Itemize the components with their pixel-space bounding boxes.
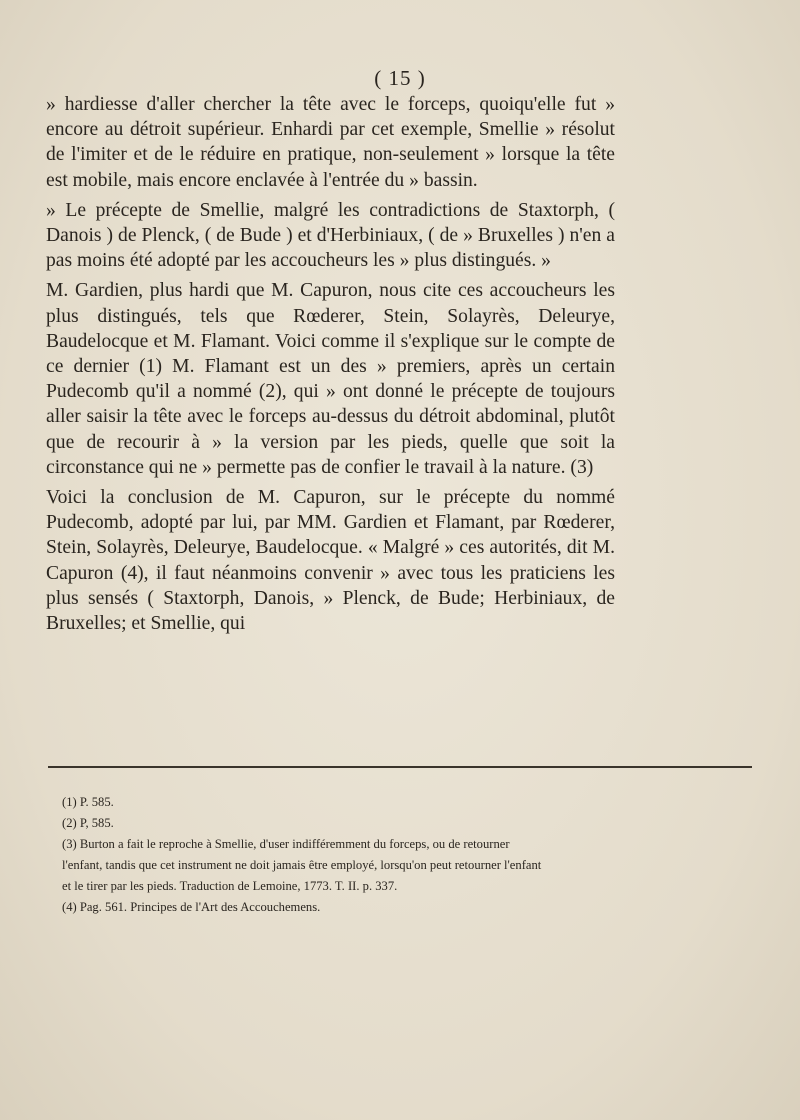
paragraph-3: M. Gardien, plus hardi que M. Capuron, nous cite ces accoucheurs les plus distingués, tels que Rœderer, Stein, Solayrès, Deleurye, Baudelocque et M. Flamant. Voici comme il s'explique sur le compte de ce dernier (1) M. Flamant est un des » premiers, après un certain Pudecomb qu'il a nommé (2), qui » ont donné le précepte de toujours aller saisir la tête avec le forceps au-dessus du détroit abdominal, plutôt que de recourir à » la version par les pieds, quelle que soit la circonstance qui ne » permette pas de confier le travail à la nature. (3) [46,280,615,478]
paragraph-4: Voici la conclusion de M. Capuron, sur le précepte du nommé Pudecomb, adopté par lui, par MM. Gardien et Flamant, par Rœderer, Stein, Solayrès, Deleurye, Baudelocque. « Malgré » ces autorités, dit M. Capuron (4), il faut néanmoins convenir » avec tous les praticiens les plus sensés ( Staxtorph, Danois, » Plenck, de Bude; Herbiniaux, de Bruxelles; et Smellie, qui [46,487,615,635]
footnote-line: l'enfant, tandis que cet instrument ne doit jamais être employé, lorsqu'on peut retourner l'enfant [62,858,542,872]
footnote-line: (3) Burton a fait le reproche à Smellie, d'user indifféremment du forceps, ou de retourner [62,837,510,851]
footnote-line: (2) P, 585. [62,816,114,830]
footnote-rule [48,766,752,768]
footnote-line: et le tirer par les pieds. Traduction de Lemoine, 1773. T. II. p. 337. [62,879,398,893]
footnote-line: (4) Pag. 561. Principes de l'Art des Accouchemens. [62,900,321,914]
footnotes [62,792,616,918]
footnote-line: (1) P. 585. [62,795,114,809]
paragraph-1: » hardiesse d'aller chercher la tête avec le forceps, quoiqu'elle fut » encore au détroit supérieur. Enhardi par cet exemple, Smellie » résolut de l'imiter et de le réduire en pratique, non-seulement » lorsque la tête est mobile, mais encore enclavée à l'entrée du » bassin. [46,94,615,191]
main-text [46,92,615,636]
paragraph-2: » Le précepte de Smellie, malgré les contradictions de Staxtorph, ( Danois ) de Plenck, ( de Bude ) et d'Herbiniaux, ( de » Bruxelles ) n'en a pas moins été adopté par les accoucheurs les » plus distingués. » [46,199,615,272]
page-number: ( 15 ) [374,66,426,90]
